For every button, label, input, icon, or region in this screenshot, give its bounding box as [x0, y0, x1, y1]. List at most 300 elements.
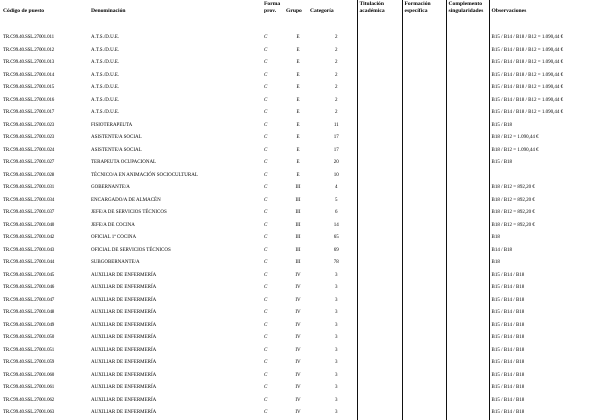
cell-observaciones: B15 / B14 / B18: [489, 295, 611, 308]
cell-categoria: 2: [335, 60, 338, 66]
cell-titulacion: [357, 407, 402, 420]
cell-grupo: III: [295, 185, 301, 191]
cell-denominacion: AUXILIAR DE ENFERMERÍA: [91, 297, 157, 303]
cell-grupo: IV: [295, 285, 301, 291]
cell-denominacion: A.T.S./D.U.E.: [91, 97, 120, 103]
cell-grupo: E: [296, 122, 300, 128]
cell-observaciones: B15 / B14 / B18: [489, 345, 611, 358]
table-row: [3, 120, 611, 133]
cell-codigo: TR.C99.40.SSL.27001.060: [3, 372, 55, 378]
cell-titulacion: [357, 370, 402, 383]
cell-denominacion: A.T.S./D.U.E.: [91, 60, 120, 66]
cell-observaciones: B15 / B14 / B18 / B12 = 1.090,44 €: [489, 82, 611, 95]
table-row: [3, 370, 611, 383]
cell-grupo: E: [296, 147, 300, 153]
cell-observaciones: B18 / B12 = 1.090,44 €: [489, 132, 611, 145]
cell-grupo: IV: [295, 272, 301, 278]
cell-grupo: IV: [295, 397, 301, 403]
table-row: [3, 357, 611, 370]
cell-titulacion: [357, 145, 402, 158]
table-row: [3, 220, 611, 233]
cell-denominacion: OFICIAL DE SERVICIOS TÉCNICOS: [91, 247, 171, 253]
cell-categoria: 17: [333, 147, 339, 153]
cell-formacion: [402, 120, 446, 133]
cell-categoria: 20: [333, 160, 339, 166]
cell-denominacion: FISIOTERAPEUTA: [91, 122, 133, 128]
table-row: [3, 295, 611, 308]
cell-titulacion: [357, 245, 402, 258]
cell-complemento: [446, 220, 489, 233]
cell-observaciones: B15 / B14 / B18: [489, 395, 611, 408]
cell-complemento: [446, 182, 489, 195]
cell-formacion: [402, 220, 446, 233]
cell-codigo: TR.C99.40.SSL.27001.044: [3, 260, 55, 266]
cell-categoria: 10: [333, 172, 339, 178]
cell-codigo: TR.C99.40.SSL.27001.015: [3, 85, 55, 91]
cell-complemento: [446, 320, 489, 333]
cell-forma: C: [264, 260, 268, 266]
cell-complemento: [446, 270, 489, 283]
cell-categoria: 3: [335, 372, 338, 378]
cell-titulacion: [357, 132, 402, 145]
table-row: [3, 32, 611, 45]
cell-categoria: 4: [335, 185, 338, 191]
cell-forma: C: [264, 35, 268, 41]
cell-formacion: [402, 345, 446, 358]
cell-categoria: 5: [335, 197, 338, 203]
cell-formacion: [402, 295, 446, 308]
cell-categoria: 3: [335, 297, 338, 303]
cell-observaciones: B15 / B14 / B18: [489, 320, 611, 333]
cell-titulacion: [357, 120, 402, 133]
cell-observaciones: B18 / B12 = 892,20 €: [489, 182, 611, 195]
cell-complemento: [446, 82, 489, 95]
cell-categoria: 3: [335, 322, 338, 328]
header-denominacion: Denominación: [91, 8, 126, 14]
cell-categoria: 2: [335, 35, 338, 41]
cell-titulacion: [357, 320, 402, 333]
cell-observaciones: B15 / B14 / B18 / B12 = 1.090,44 €: [489, 32, 611, 45]
table-row: [3, 257, 611, 270]
table-body: [3, 32, 611, 420]
table-row: [3, 245, 611, 258]
cell-titulacion: [357, 332, 402, 345]
table-row: [3, 45, 611, 58]
cell-formacion: [402, 145, 446, 158]
cell-codigo: TR.C99.40.SSL.27001.046: [3, 285, 55, 291]
cell-denominacion: OFICIAL 1ª COCINA: [91, 235, 137, 241]
cell-formacion: [402, 245, 446, 258]
cell-grupo: E: [296, 135, 300, 141]
table-row: [3, 232, 611, 245]
cell-forma: C: [264, 160, 268, 166]
cell-formacion: [402, 370, 446, 383]
cell-forma: C: [264, 85, 268, 91]
cell-titulacion: [357, 45, 402, 58]
cell-complemento: [446, 132, 489, 145]
cell-complemento: [446, 395, 489, 408]
cell-denominacion: ENCARGADO/A DE ALMACÉN: [91, 197, 161, 203]
cell-denominacion: AUXILIAR DE ENFERMERÍA: [91, 310, 157, 316]
cell-observaciones: B15 / B14 / B18: [489, 382, 611, 395]
table-row: [3, 145, 611, 158]
cell-observaciones: B18 / B12 = 892,20 €: [489, 207, 611, 220]
cell-categoria: 3: [335, 385, 338, 391]
cell-grupo: IV: [295, 372, 301, 378]
cell-titulacion: [357, 307, 402, 320]
cell-denominacion: A.T.S./D.U.E.: [91, 35, 120, 41]
cell-codigo: TR.C99.40.SSL.27001.014: [3, 72, 55, 78]
cell-codigo: TR.C99.40.SSL.27001.040: [3, 222, 55, 228]
cell-formacion: [402, 407, 446, 420]
cell-grupo: E: [296, 160, 300, 166]
cell-titulacion: [357, 345, 402, 358]
cell-categoria: 65: [333, 235, 339, 241]
cell-observaciones: B15 / B14 / B18 / B12 = 1.090,44 €: [489, 57, 611, 70]
cell-codigo: TR.C99.40.SSL.27001.028: [3, 172, 55, 178]
table-row: [3, 382, 611, 395]
cell-observaciones: B18 / B12 = 892,20 €: [489, 195, 611, 208]
cell-grupo: III: [295, 210, 301, 216]
cell-titulacion: [357, 232, 402, 245]
cell-observaciones: B18 / B12 = 1.090,44 €: [489, 145, 611, 158]
cell-formacion: [402, 357, 446, 370]
cell-forma: C: [264, 197, 268, 203]
cell-codigo: TR.C99.40.SSL.27001.043: [3, 247, 55, 253]
cell-categoria: 3: [335, 285, 338, 291]
cell-codigo: TR.C99.40.SSL.27001.062: [3, 397, 55, 403]
cell-complemento: [446, 345, 489, 358]
cell-formacion: [402, 182, 446, 195]
cell-categoria: 3: [335, 335, 338, 341]
table-row: [3, 157, 611, 170]
cell-forma: C: [264, 172, 268, 178]
cell-forma: C: [264, 397, 268, 403]
cell-grupo: III: [295, 235, 301, 241]
cell-forma: C: [264, 135, 268, 141]
cell-formacion: [402, 307, 446, 320]
table-header-row: [3, 0, 611, 32]
cell-titulacion: [357, 170, 402, 183]
cell-complemento: [446, 95, 489, 108]
cell-denominacion: A.T.S./D.U.E.: [91, 110, 120, 116]
cell-categoria: 69: [333, 247, 339, 253]
cell-complemento: [446, 45, 489, 58]
table-row: [3, 395, 611, 408]
cell-codigo: TR.C99.40.SSL.27001.049: [3, 322, 55, 328]
cell-titulacion: [357, 107, 402, 120]
cell-complemento: [446, 157, 489, 170]
cell-formacion: [402, 320, 446, 333]
cell-complemento: [446, 232, 489, 245]
cell-complemento: [446, 382, 489, 395]
cell-forma: C: [264, 60, 268, 66]
cell-observaciones: B15 / B14 / B18 / B12 = 1.090,44 €: [489, 45, 611, 58]
cell-forma: C: [264, 185, 268, 191]
cell-grupo: III: [295, 222, 301, 228]
cell-forma: C: [264, 347, 268, 353]
cell-codigo: TR.C99.40.SSL.27001.050: [3, 335, 55, 341]
cell-categoria: 3: [335, 397, 338, 403]
cell-complemento: [446, 107, 489, 120]
cell-grupo: IV: [295, 297, 301, 303]
cell-observaciones: B15 / B14 / B18 / B12 = 1.090,44 €: [489, 107, 611, 120]
table-row: [3, 132, 611, 145]
cell-denominacion: AUXILIAR DE ENFERMERÍA: [91, 397, 157, 403]
cell-formacion: [402, 157, 446, 170]
cell-categoria: 11: [333, 122, 339, 128]
table-row: [3, 282, 611, 295]
cell-forma: C: [264, 297, 268, 303]
cell-complemento: [446, 257, 489, 270]
cell-denominacion: ASISTENTE/A SOCIAL: [91, 147, 142, 153]
cell-codigo: TR.C99.40.SSL.27001.045: [3, 272, 55, 278]
cell-complemento: [446, 357, 489, 370]
cell-titulacion: [357, 295, 402, 308]
cell-forma: C: [264, 72, 268, 78]
cell-formacion: [402, 282, 446, 295]
cell-titulacion: [357, 157, 402, 170]
cell-formacion: [402, 257, 446, 270]
header-formacion: Formación específica: [402, 0, 446, 32]
table-row: [3, 57, 611, 70]
table-row: [3, 407, 611, 420]
cell-denominacion: A.T.S./D.U.E.: [91, 47, 120, 53]
cell-formacion: [402, 132, 446, 145]
cell-forma: C: [264, 235, 268, 241]
cell-observaciones: [489, 170, 611, 183]
cell-codigo: TR.C99.40.SSL.27001.037: [3, 210, 55, 216]
cell-grupo: E: [296, 97, 300, 103]
cell-observaciones: B18 / B12 = 892,20 €: [489, 220, 611, 233]
cell-observaciones: B15 / B14 / B18: [489, 270, 611, 283]
cell-denominacion: AUXILIAR DE ENFERMERÍA: [91, 322, 157, 328]
cell-titulacion: [357, 282, 402, 295]
cell-titulacion: [357, 195, 402, 208]
cell-grupo: E: [296, 35, 300, 41]
header-codigo: Código de puesto: [3, 8, 45, 14]
job-positions-table: [3, 0, 611, 420]
cell-forma: C: [264, 110, 268, 116]
cell-observaciones: B15 / B14 / B18 / B12 = 1.090,44 €: [489, 70, 611, 83]
cell-titulacion: [357, 257, 402, 270]
cell-codigo: TR.C99.40.SSL.27001.027: [3, 160, 55, 166]
cell-denominacion: AUXILIAR DE ENFERMERÍA: [91, 335, 157, 341]
cell-codigo: TR.C99.40.SSL.27001.017: [3, 110, 55, 116]
cell-grupo: E: [296, 172, 300, 178]
cell-denominacion: JEFE/A DE COCINA: [91, 222, 135, 228]
cell-forma: C: [264, 410, 268, 416]
cell-denominacion: AUXILIAR DE ENFERMERÍA: [91, 372, 157, 378]
cell-grupo: IV: [295, 310, 301, 316]
cell-denominacion: AUXILIAR DE ENFERMERÍA: [91, 272, 157, 278]
cell-formacion: [402, 70, 446, 83]
cell-complemento: [446, 295, 489, 308]
cell-complemento: [446, 207, 489, 220]
cell-formacion: [402, 382, 446, 395]
cell-forma: C: [264, 97, 268, 103]
cell-codigo: TR.C99.40.SSL.27001.063: [3, 410, 55, 416]
table-row: [3, 82, 611, 95]
cell-grupo: IV: [295, 322, 301, 328]
cell-observaciones: B18: [489, 232, 611, 245]
cell-grupo: III: [295, 260, 301, 266]
cell-categoria: 17: [333, 135, 339, 141]
cell-forma: C: [264, 47, 268, 53]
header-grupo: Grupo: [286, 8, 302, 14]
cell-complemento: [446, 195, 489, 208]
cell-titulacion: [357, 395, 402, 408]
cell-complemento: [446, 70, 489, 83]
cell-formacion: [402, 207, 446, 220]
cell-codigo: TR.C99.40.SSL.27001.031: [3, 185, 55, 191]
cell-codigo: TR.C99.40.SSL.27001.048: [3, 310, 55, 316]
cell-forma: C: [264, 285, 268, 291]
cell-complemento: [446, 57, 489, 70]
cell-codigo: TR.C99.40.SSL.27001.051: [3, 347, 55, 353]
cell-denominacion: TERAPEUTA OCUPACIONAL: [91, 160, 157, 166]
cell-denominacion: A.T.S./D.U.E.: [91, 72, 120, 78]
header-titulacion: Titulación académica: [357, 0, 402, 32]
cell-titulacion: [357, 270, 402, 283]
cell-observaciones: B15 / B18: [489, 157, 611, 170]
cell-codigo: TR.C99.40.SSL.27001.012: [3, 47, 55, 53]
cell-categoria: 3: [335, 272, 338, 278]
cell-titulacion: [357, 95, 402, 108]
cell-formacion: [402, 57, 446, 70]
cell-complemento: [446, 245, 489, 258]
cell-formacion: [402, 195, 446, 208]
cell-categoria: 2: [335, 85, 338, 91]
table-row: [3, 332, 611, 345]
cell-grupo: IV: [295, 360, 301, 366]
cell-categoria: 2: [335, 72, 338, 78]
cell-denominacion: JEFE/A DE SERVICIOS TÉCNICOS: [91, 210, 167, 216]
cell-codigo: TR.C99.40.SSL.27001.024: [3, 147, 55, 153]
cell-codigo: TR.C99.40.SSL.27001.016: [3, 97, 55, 103]
cell-codigo: TR.C99.40.SSL.27001.013: [3, 60, 55, 66]
cell-categoria: 14: [333, 222, 339, 228]
cell-titulacion: [357, 82, 402, 95]
cell-categoria: 78: [333, 260, 339, 266]
cell-denominacion: SUBGOBERNANTE/A: [91, 260, 140, 266]
cell-grupo: III: [295, 197, 301, 203]
cell-complemento: [446, 407, 489, 420]
cell-complemento: [446, 170, 489, 183]
cell-formacion: [402, 395, 446, 408]
cell-forma: C: [264, 147, 268, 153]
cell-forma: C: [264, 385, 268, 391]
cell-grupo: IV: [295, 335, 301, 341]
cell-codigo: TR.C99.40.SSL.27001.023: [3, 122, 55, 128]
cell-categoria: 3: [335, 310, 338, 316]
cell-denominacion: AUXILIAR DE ENFERMERÍA: [91, 360, 157, 366]
cell-codigo: TR.C99.40.SSL.27001.034: [3, 197, 55, 203]
cell-denominacion: AUXILIAR DE ENFERMERÍA: [91, 385, 157, 391]
cell-complemento: [446, 145, 489, 158]
cell-forma: C: [264, 335, 268, 341]
table-row: [3, 307, 611, 320]
cell-formacion: [402, 32, 446, 45]
cell-denominacion: AUXILIAR DE ENFERMERÍA: [91, 410, 157, 416]
cell-forma: C: [264, 122, 268, 128]
table-row: [3, 95, 611, 108]
cell-forma: C: [264, 322, 268, 328]
cell-formacion: [402, 82, 446, 95]
cell-observaciones: B15 / B14 / B18: [489, 282, 611, 295]
cell-complemento: [446, 282, 489, 295]
table-row: [3, 195, 611, 208]
cell-codigo: TR.C99.40.SSL.27001.061: [3, 385, 55, 391]
cell-observaciones: B15 / B14 / B18: [489, 307, 611, 320]
cell-grupo: IV: [295, 410, 301, 416]
table-row: [3, 70, 611, 83]
table-row: [3, 270, 611, 283]
cell-complemento: [446, 307, 489, 320]
cell-codigo: TR.C99.40.SSL.27001.047: [3, 297, 55, 303]
cell-forma: C: [264, 210, 268, 216]
cell-titulacion: [357, 70, 402, 83]
table-row: [3, 207, 611, 220]
cell-categoria: 3: [335, 360, 338, 366]
cell-forma: C: [264, 222, 268, 228]
cell-complemento: [446, 370, 489, 383]
cell-complemento: [446, 332, 489, 345]
cell-observaciones: B15 / B14 / B18: [489, 407, 611, 420]
cell-titulacion: [357, 57, 402, 70]
cell-formacion: [402, 170, 446, 183]
cell-codigo: TR.C99.40.SSL.27001.023: [3, 135, 55, 141]
cell-observaciones: B15 / B14 / B18 / B12 = 1.090,44 €: [489, 95, 611, 108]
header-forma: Forma prov.: [264, 1, 281, 14]
cell-forma: C: [264, 272, 268, 278]
table-row: [3, 345, 611, 358]
cell-forma: C: [264, 360, 268, 366]
cell-formacion: [402, 270, 446, 283]
header-categoria: Categoría: [310, 8, 334, 14]
cell-observaciones: B18: [489, 257, 611, 270]
cell-complemento: [446, 32, 489, 45]
cell-categoria: 2: [335, 47, 338, 53]
cell-grupo: E: [296, 47, 300, 53]
cell-denominacion: AUXILIAR DE ENFERMERÍA: [91, 285, 157, 291]
cell-grupo: IV: [295, 385, 301, 391]
cell-titulacion: [357, 382, 402, 395]
cell-codigo: TR.C99.40.SSL.27001.059: [3, 360, 55, 366]
cell-categoria: 3: [335, 410, 338, 416]
cell-categoria: 2: [335, 97, 338, 103]
cell-denominacion: ASISTENTE/A SOCIAL: [91, 135, 142, 141]
cell-complemento: [446, 120, 489, 133]
cell-formacion: [402, 107, 446, 120]
cell-grupo: E: [296, 60, 300, 66]
cell-titulacion: [357, 32, 402, 45]
cell-grupo: III: [295, 247, 301, 253]
cell-titulacion: [357, 357, 402, 370]
cell-categoria: 2: [335, 110, 338, 116]
table-row: [3, 182, 611, 195]
cell-observaciones: B15 / B14 / B18: [489, 357, 611, 370]
cell-formacion: [402, 332, 446, 345]
cell-formacion: [402, 45, 446, 58]
header-observaciones: Observaciones: [489, 0, 611, 32]
table-row: [3, 170, 611, 183]
cell-observaciones: B15 / B18: [489, 120, 611, 133]
cell-denominacion: TÉCNICO/A EN ANIMACIÓN SOCIOCULTURAL: [91, 172, 198, 178]
cell-codigo: TR.C99.40.SSL.27001.042: [3, 235, 55, 241]
cell-grupo: E: [296, 110, 300, 116]
cell-grupo: E: [296, 72, 300, 78]
